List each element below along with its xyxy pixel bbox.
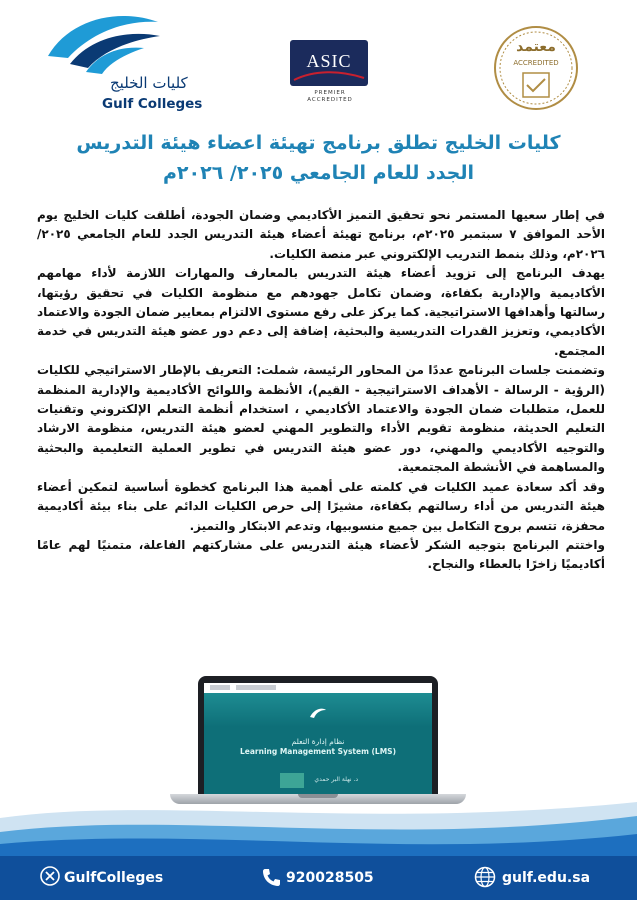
presenter-thumbnail (280, 773, 304, 788)
social-handle[interactable]: GulfColleges (64, 870, 164, 886)
footer-bar (0, 856, 637, 900)
lms-emblem-icon (308, 705, 328, 725)
x-social-icon[interactable] (40, 866, 60, 886)
page-title (40, 128, 597, 188)
asic-subtitle (284, 90, 376, 104)
asic-sub-line2: ACCREDITED (307, 97, 353, 103)
logo-english-name: Gulf Colleges (102, 96, 203, 112)
title-line-1: كليات الخليج تطلق برنامج تهيئة اعضاء هيئة التدريس (76, 132, 561, 154)
phone-number[interactable]: 920028505 (286, 870, 374, 886)
laptop-screen (204, 683, 432, 794)
article-body (37, 206, 605, 575)
title-line-2: الجدد للعام الجامعي ٢٠٢٥/ ٢٠٢٦م (162, 162, 475, 184)
globe-icon (474, 866, 496, 888)
presenter-name: د. نهلة البر حمدي (314, 776, 358, 783)
asic-badge (290, 40, 368, 86)
seal-arabic: معتمد (516, 39, 556, 55)
website-link[interactable]: gulf.edu.sa (502, 870, 591, 886)
paragraph-sessions: وتضمنت جلسات البرنامج عددًا من المحاور الرئيسة، شملت: التعريف بالإطار الاستراتيجي للكليات (الرؤية - الرسالة - الأهداف الاستراتيجية - القيم)، الأنظمة واللوائح الأكاديمية والإدارية المنظمة للعمل، متطلبات ضمان الجودة والاعتماد الأكاديمي ، استخدام أنظمة التعلم الإلكتروني وتقنيات التعليم الحديثة، منظومة تقويم الأداء والتطوير المهني لعضو هيئة التدريس، منظومة الارشاد والتوجيه الأكاديمي والمهني، دور عضو هيئة التدريس في تطوير العملية التعليمية والبحثية والمساهمة في الأنشطة المجتمعية. (37, 363, 605, 475)
paragraph-closing: واختتم البرنامج بتوجيه الشكر لأعضاء هيئة التدريس على مشاركتهم الفاعلة، متمنيًا لهم عامًا أكاديميًا زاخرًا بالعطاء والنجاح. (37, 537, 605, 572)
lms-title-arabic: نظام إدارة التعلم (291, 737, 345, 746)
seal-english: ACCREDITED (513, 59, 559, 67)
asic-logo (284, 40, 376, 106)
accreditation-seal (493, 25, 579, 111)
footer-waves (0, 790, 637, 860)
paragraph-goals: يهدف البرنامج إلى تزويد أعضاء هيئة التدريس بالمعارف والمهارات اللازمة لأداء مهامهم الأكاديمية والإدارية بكفاءة، وضمان تكامل جهودهم مع منظومة الكليات في تحقيق رؤيتها، رسالتها وأهدافها الاستراتيجية. كما يركز على رفع مستوى الالتزام بمعايير ضمان الجودة والاعتماد الأكاديمي، وتعزيز القدرات التدريسية والبحثية، إضافة إلى دعم دور عضو هيئة التدريس في خدمة المجتمع. (37, 266, 605, 358)
asic-name: ASIC (306, 51, 352, 71)
gulf-colleges-logo (40, 12, 203, 112)
wave-logo-icon (40, 12, 180, 82)
lms-title-english: Learning Management System (LMS) (239, 747, 397, 756)
seal-icon (493, 25, 579, 111)
paragraph-intro: في إطار سعيها المستمر نحو تحقيق التميز الأكاديمي وضمان الجودة، أطلقت كليات الخليج يوم الأحد الموافق ٧ سبتمبر ٢٠٢٥م، برنامج تهيئة أعضاء هيئة التدريس الجدد للعام الجامعي ٢٠٢٥/ ٢٠٢٦م، وذلك بنمط التدريب الإلكتروني عبر منصة الكليات. (37, 208, 605, 261)
logo-arabic-name: كليات الخليج (110, 74, 188, 92)
asic-sub-line1: PREMIER (314, 90, 346, 96)
screen-browser-bar (204, 683, 432, 693)
paragraph-dean: وقد أكد سعادة عميد الكليات في كلمته على أهمية هذا البرنامج كخطوة أساسية لتمكين أعضاء هيئة التدريس من أداء رسالتهم بكفاءة، مشيرًا إلى حرص الكليات الدائم على بناء بيئة أكاديمية محفزة، تتسم بروح التكامل بين جميع منسوبيها، وتدعم الابتكار والتميز. (37, 479, 605, 533)
phone-icon (260, 866, 282, 888)
laptop-photo (170, 676, 466, 804)
